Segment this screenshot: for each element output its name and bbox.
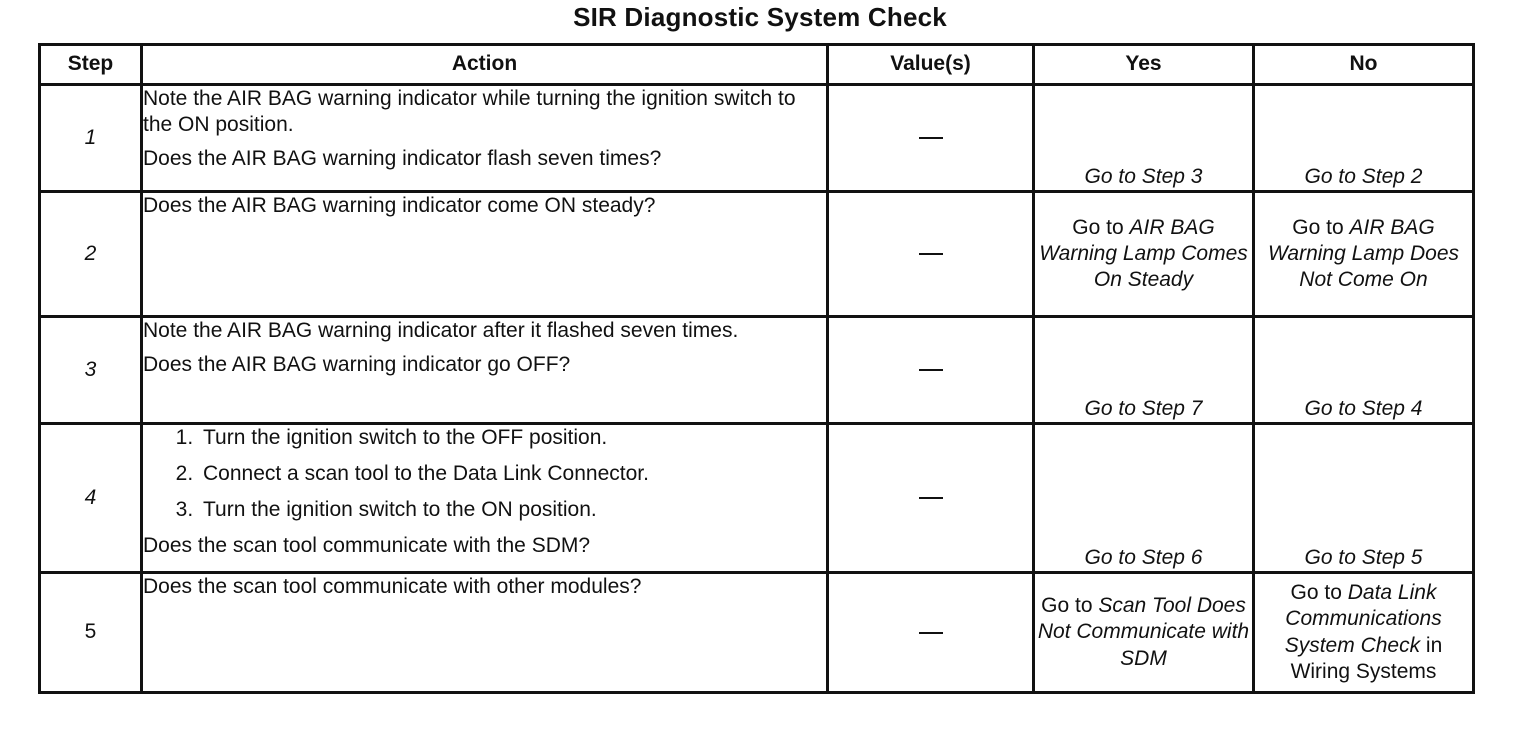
value-cell — [828, 573, 1034, 693]
action-question: Does the AIR BAG warning indicator go OFF? — [143, 353, 571, 377]
no-cell: Go to Step 5 — [1254, 424, 1474, 573]
yes-reference: Scan Tool Does Not Communicate with SDM — [1037, 594, 1250, 670]
no-reference: Data Link Communications System Check — [1284, 581, 1442, 657]
step-number: 1 — [40, 85, 142, 192]
header-no: No — [1254, 45, 1474, 85]
no-reference: AIR BAG Warning Lamp Does Not Come On — [1267, 215, 1460, 292]
table-row — [40, 573, 1474, 693]
step-number: 4 — [40, 424, 142, 573]
table-row — [40, 424, 1474, 573]
table-row — [40, 192, 1474, 317]
no-cell — [1254, 573, 1474, 693]
yes-cell: Go to Step 3 — [1034, 85, 1254, 192]
value-cell — [828, 317, 1034, 424]
page-title: SIR Diagnostic System Check — [573, 2, 947, 32]
no-cell: Go to Step 2 — [1254, 85, 1474, 192]
action-question: Does the scan tool communicate with other modules? — [143, 575, 642, 598]
action-step: 1. Turn the ignition switch to the OFF position. — [199, 425, 826, 451]
action-instruction: Note the AIR BAG warning indicator while turning the ignition switch to the ON position. — [143, 87, 796, 137]
value-dash — [919, 137, 943, 139]
yes-reference: AIR BAG Warning Lamp Comes On Steady — [1039, 215, 1248, 292]
header-values: Value(s) — [828, 45, 1034, 85]
action-instruction: Note the AIR BAG warning indicator after it flashed seven times. — [143, 319, 739, 342]
step-number: 5 — [40, 573, 142, 693]
diagnostic-table — [38, 43, 1475, 694]
step-number: 2 — [40, 192, 142, 317]
yes-cell — [1034, 192, 1254, 317]
table-row — [40, 317, 1474, 424]
no-cell: Go to Step 4 — [1254, 317, 1474, 424]
header-action: Action — [142, 45, 828, 85]
yes-cell: Go to Step 7 — [1034, 317, 1254, 424]
action-step: 3. Turn the ignition switch to the ON position. — [199, 497, 826, 523]
action-cell — [142, 85, 828, 192]
value-cell — [828, 85, 1034, 192]
action-cell — [142, 424, 828, 573]
yes-prefix: Go to — [1041, 594, 1099, 618]
no-prefix: Go to — [1292, 215, 1350, 239]
no-cell — [1254, 192, 1474, 317]
no-suffix: in Wiring Systems — [1290, 633, 1443, 683]
header-step: Step — [40, 45, 142, 85]
value-dash — [919, 369, 943, 371]
table-header-row — [40, 45, 1474, 85]
action-question: Does the AIR BAG warning indicator come ON steady? — [143, 194, 656, 217]
yes-cell — [1034, 573, 1254, 693]
value-cell — [828, 192, 1034, 317]
step-number: 3 — [40, 317, 142, 424]
action-question: Does the scan tool communicate with the SDM? — [143, 534, 591, 558]
yes-cell: Go to Step 6 — [1034, 424, 1254, 573]
no-prefix: Go to — [1290, 581, 1348, 605]
value-dash — [919, 632, 943, 634]
action-cell — [142, 192, 828, 317]
value-dash — [919, 253, 943, 255]
yes-prefix: Go to — [1072, 215, 1130, 239]
header-yes: Yes — [1034, 45, 1254, 85]
value-cell — [828, 424, 1034, 573]
action-cell — [142, 317, 828, 424]
action-steps-list — [143, 425, 826, 523]
value-dash — [919, 497, 943, 499]
action-question: Does the AIR BAG warning indicator flash seven times? — [143, 147, 662, 171]
action-cell — [142, 573, 828, 693]
action-step: 2. Connect a scan tool to the Data Link Connector. — [199, 461, 826, 487]
table-row — [40, 85, 1474, 192]
